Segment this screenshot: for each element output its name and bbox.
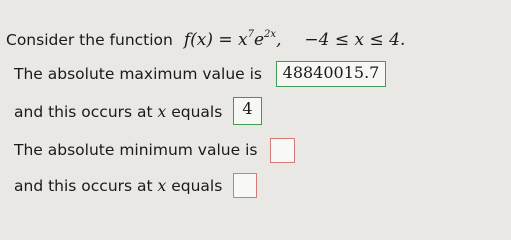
max-value-label: The absolute maximum value is [14,65,262,83]
min-location-label: and this occurs at x equals [14,177,223,195]
function-expression: $f(x) = x^7e^{2x}$, [183,29,282,50]
max-value-field[interactable]: 48840015.7 [276,61,386,87]
max-location-field[interactable]: 4 [233,97,262,125]
min-value-label: The absolute minimum value is [14,141,258,159]
max-location-label: and this occurs at x equals [14,103,223,121]
min-location-field[interactable] [233,173,257,198]
intro-text: Consider the function [6,31,173,49]
domain-expression: −4 ≤ x ≤ 4. [304,30,406,50]
min-value-field[interactable] [270,138,295,163]
problem-statement [6,30,405,50]
